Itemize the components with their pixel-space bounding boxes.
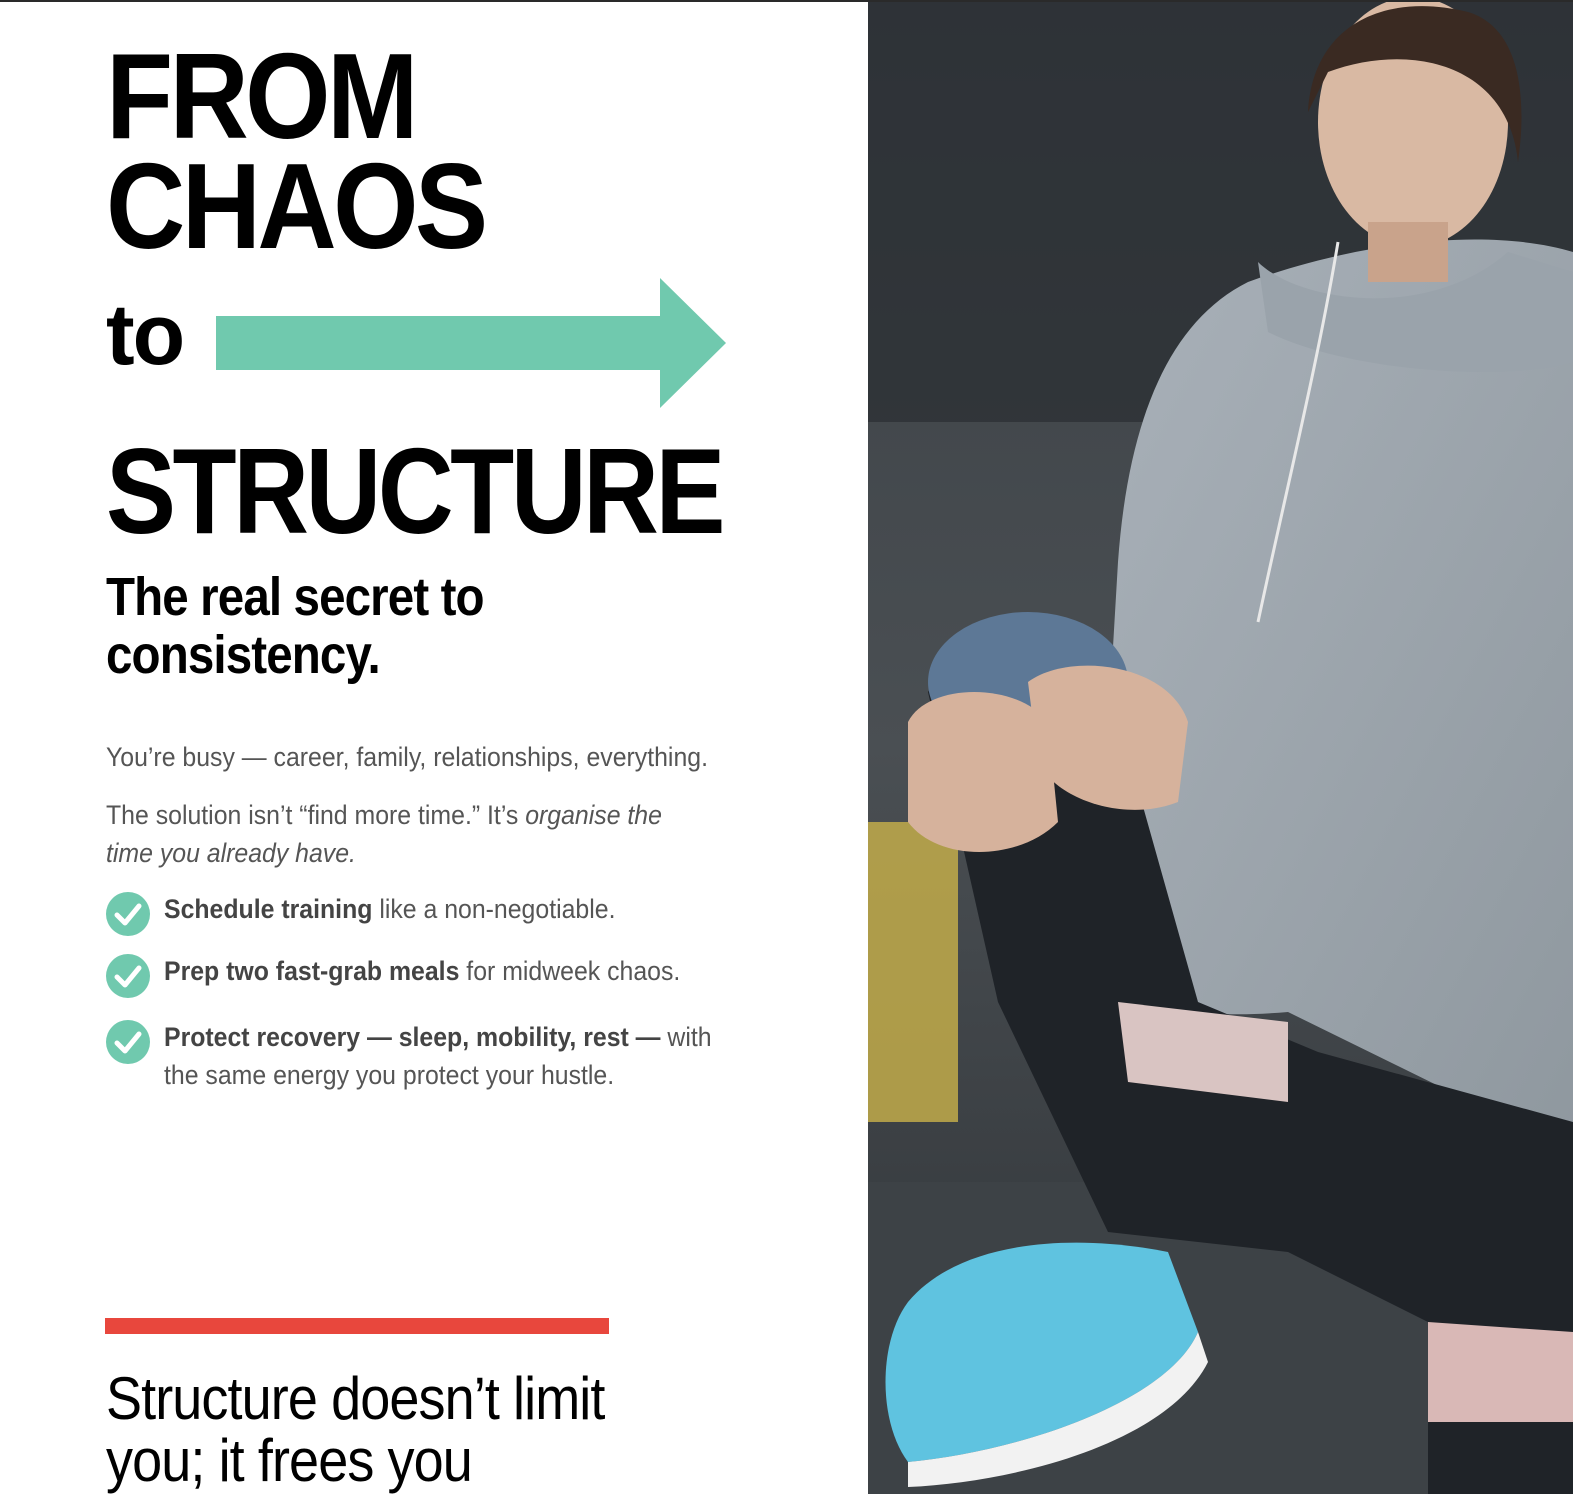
solution-emphasis: organise the time you already have. <box>106 800 662 868</box>
check-circle-icon <box>106 1020 150 1064</box>
checklist-item <box>106 1018 806 1094</box>
photo-illustration <box>868 2 1573 1494</box>
checklist-item <box>106 952 806 990</box>
accent-bar <box>105 1318 609 1334</box>
checklist-item <box>106 890 806 928</box>
headline-chaos: CHAOS <box>106 138 485 274</box>
right-arrow-icon <box>216 278 726 408</box>
check-circle-icon <box>106 892 150 936</box>
checklist-item-bold: Protect recovery — sleep, mobility, rest — <box>164 1022 661 1052</box>
woman-stretching-photo <box>868 2 1573 1494</box>
checklist-item-text: for midweek chaos. <box>459 956 681 986</box>
headline-to: to <box>106 287 184 383</box>
checklist-item-text: like a non-negotiable. <box>372 894 616 924</box>
checklist <box>106 890 806 1094</box>
text-panel <box>0 2 868 1494</box>
checklist-item-bold: Prep two fast-grab meals <box>164 956 460 986</box>
checklist-item-bold: Schedule training <box>164 894 373 924</box>
check-circle-icon <box>106 954 150 998</box>
checklist-item-text: with the same energy you protect your hustle. <box>164 1022 712 1090</box>
pull-quote: Structure doesn’t limit you; it frees you <box>106 1365 605 1494</box>
solution-paragraph <box>106 796 695 872</box>
intro-paragraph: You’re busy — career, family, relationships, everything. <box>106 742 708 772</box>
headline-from: FROM <box>106 28 415 164</box>
subheadline: The real secret to consistency. <box>106 567 484 685</box>
headline-structure: STRUCTURE <box>106 423 723 559</box>
solution-text: The solution isn’t “find more time.” It’s <box>106 800 526 830</box>
